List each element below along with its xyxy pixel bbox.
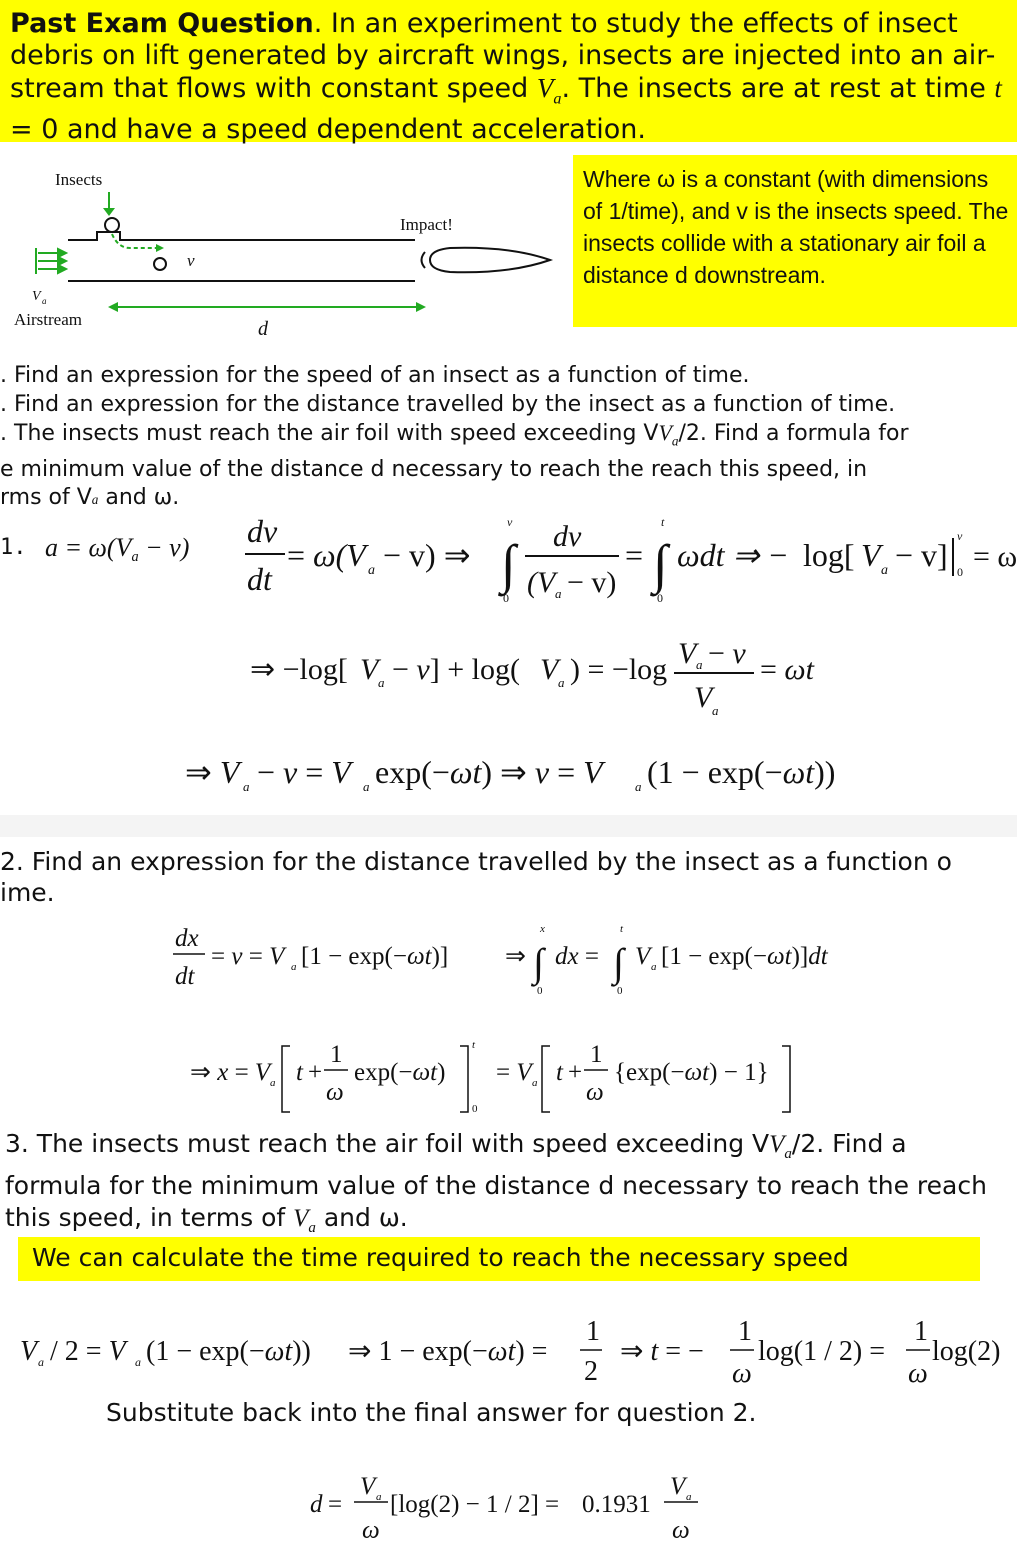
svg-text:V: V	[670, 1473, 686, 1500]
svg-text:a: a	[712, 703, 719, 718]
svg-text:a: a	[651, 961, 657, 973]
svg-text:+: +	[308, 1059, 323, 1086]
svg-text:[1 − exp(−ωt)]dt: [1 − exp(−ωt)]dt	[661, 943, 828, 970]
svg-text:⇒ t = −: ⇒ t = −	[620, 1336, 704, 1367]
svg-text:exp(−ωt): exp(−ωt)	[354, 1059, 446, 1086]
svg-text:− v) ⇒: − v) ⇒	[383, 537, 471, 573]
svg-text:∫: ∫	[533, 940, 544, 985]
question-3-line2: e minimum value of the distance d necessary to reach the reach this speed, in	[0, 456, 868, 482]
svg-text:dx =: dx =	[555, 943, 599, 970]
question-2: . Find an expression for the distance travelled by the insect as a function of time.	[0, 391, 896, 417]
svg-text:=: =	[287, 537, 306, 573]
svg-text:1: 1	[330, 1041, 343, 1068]
svg-text:= ωt: = ωt	[760, 653, 814, 686]
svg-text:t: t	[620, 923, 624, 935]
solution1-accel: $a = \omega(V_a - v)$	[45, 533, 190, 565]
svg-text:1: 1	[590, 1041, 603, 1068]
svg-text:⇒: ⇒	[505, 943, 526, 970]
svg-text:x: x	[540, 923, 545, 935]
insects-label: Insects	[55, 170, 103, 189]
svg-text:= v = V: = v = V	[211, 943, 285, 970]
svg-text:ω: ω	[672, 1517, 690, 1544]
svg-text:a: a	[558, 675, 565, 690]
svg-text:⇒ V: ⇒ V	[185, 754, 240, 790]
svg-text:0: 0	[657, 591, 663, 605]
v-label: v	[187, 251, 195, 270]
svg-text:∫: ∫	[613, 940, 624, 985]
svg-text:t: t	[661, 515, 665, 529]
va-label: V	[32, 289, 41, 304]
svg-text:1: 1	[738, 1316, 752, 1347]
substitute-text: Substitute back into the final answer for question 2.	[106, 1398, 757, 1427]
d-label: d	[258, 318, 268, 340]
solution1-eq1	[235, 510, 1017, 620]
svg-text:V: V	[861, 537, 881, 573]
svg-text:a: a	[555, 586, 562, 601]
svg-text:t: t	[296, 1059, 303, 1086]
svg-text:ω: ω	[326, 1079, 344, 1106]
svg-text:dt: dt	[247, 561, 272, 597]
svg-text:∫: ∫	[653, 534, 668, 594]
note-box	[573, 155, 1017, 327]
svg-text:ω: ω	[908, 1358, 928, 1389]
svg-text:− v: − v	[708, 637, 746, 670]
svg-text:⇒ 1 − exp(−ωt) =: ⇒ 1 − exp(−ωt) =	[348, 1336, 548, 1367]
svg-text:a: a	[635, 779, 642, 794]
svg-text:ω: ω	[586, 1079, 604, 1106]
solution3-eq1	[10, 1310, 1015, 1400]
result-value: 0.1931	[582, 1491, 651, 1518]
svg-text:= ω: = ω	[973, 540, 1017, 573]
svg-text:ω(V: ω(V	[313, 537, 366, 573]
svg-text:V: V	[360, 653, 379, 686]
svg-text:log[: log[	[803, 537, 855, 573]
svg-text:V: V	[678, 637, 697, 670]
svg-text:a: a	[378, 675, 385, 690]
svg-text:= V: = V	[496, 1059, 532, 1086]
svg-text:V: V	[540, 653, 559, 686]
svg-text:a: a	[696, 657, 703, 672]
svg-text:a: a	[686, 1491, 692, 1503]
solution2-eq1	[165, 920, 855, 1000]
svg-text:a: a	[363, 779, 370, 794]
svg-text:+: +	[568, 1059, 583, 1086]
final-result-eq	[310, 1468, 730, 1547]
svg-text:dv: dv	[553, 520, 582, 553]
svg-text:− v): − v)	[567, 566, 617, 599]
svg-text:− v]: − v]	[895, 537, 948, 573]
svg-text:2: 2	[584, 1356, 598, 1387]
svg-text:− v] + log(: − v] + log(	[392, 653, 520, 686]
svg-text:(1 − exp(−ωt)): (1 − exp(−ωt))	[146, 1336, 311, 1367]
svg-text:V: V	[694, 681, 713, 714]
question-1: . Find an expression for the speed of an insect as a function of time.	[0, 363, 750, 388]
svg-text:V: V	[635, 943, 651, 970]
svg-text:log(1 / 2) =: log(1 / 2) =	[758, 1336, 885, 1367]
svg-text:ω: ω	[362, 1517, 380, 1544]
svg-text:a: a	[135, 1355, 141, 1369]
svg-text:t: t	[556, 1059, 563, 1086]
svg-text:0: 0	[472, 1103, 478, 1115]
svg-text:⇒ x = V: ⇒ x = V	[190, 1059, 271, 1086]
section2-title: 2. Find an expression for the distance travelled by the insect as a function o ime.	[0, 847, 952, 907]
svg-text:a: a	[291, 961, 297, 973]
svg-text:⇒ −log[: ⇒ −log[	[250, 653, 348, 686]
svg-text:a: a	[368, 563, 375, 578]
svg-text:∫: ∫	[501, 534, 516, 594]
svg-text:v: v	[957, 529, 963, 543]
svg-text:a: a	[270, 1077, 276, 1089]
svg-text:a: a	[38, 1355, 44, 1369]
svg-text:a: a	[376, 1491, 382, 1503]
svg-text:(1 − exp(−ωt)): (1 − exp(−ωt))	[647, 754, 835, 790]
svg-text:dv: dv	[247, 513, 278, 549]
questions-list	[0, 362, 1017, 515]
svg-text:d: d	[310, 1491, 323, 1518]
solution1-eq3	[185, 745, 835, 805]
svg-text:) = −log: ) = −log	[570, 653, 668, 686]
svg-text:=: =	[328, 1491, 343, 1518]
svg-text:ω: ω	[732, 1358, 752, 1389]
solution1-eq2	[250, 635, 830, 725]
svg-text:0: 0	[503, 591, 509, 605]
svg-text:0: 0	[617, 985, 623, 997]
header-text: . In an experiment to study the effects of insect debris on lift generated by aircraft wings, insects are injected into an air-stream that flows with constant speed $V_a$. The insects are at rest at time t = 0 and have a speed dependent acceleration.	[10, 8, 1002, 146]
svg-text:a: a	[881, 563, 888, 578]
svg-text:1: 1	[914, 1316, 928, 1347]
svg-text:V: V	[360, 1473, 376, 1500]
svg-text:dx: dx	[175, 925, 199, 952]
svg-text:dt: dt	[175, 963, 195, 990]
question-header	[0, 0, 1017, 146]
note-text: Where ω is a constant (with dimensions of 1/time), and v is the insects speed. The insects collide with a stationary air foil a distance d downstream.	[583, 166, 1009, 288]
svg-text:a: a	[42, 296, 47, 306]
svg-text:{exp(−ωt) − 1}: {exp(−ωt) − 1}	[614, 1059, 769, 1086]
svg-text:t: t	[472, 1039, 476, 1051]
svg-text:V: V	[20, 1336, 38, 1367]
section-divider	[0, 815, 1017, 837]
svg-text:(V: (V	[527, 566, 556, 599]
svg-text:[log(2) − 1 / 2] =: [log(2) − 1 / 2] =	[390, 1491, 560, 1518]
svg-text:1: 1	[586, 1316, 600, 1347]
svg-text:a: a	[532, 1077, 538, 1089]
svg-text:a: a	[243, 779, 250, 794]
question-3: . The insects must reach the air foil with speed exceeding $VV_a/2$. Find a formula for	[0, 420, 909, 449]
airstream-label: Airstream	[14, 310, 82, 329]
time-highlight	[18, 1237, 980, 1281]
airfoil-icon	[430, 248, 550, 273]
question-3-line3: rms of Va and ω.	[0, 485, 180, 511]
svg-text:ωdt ⇒ −: ωdt ⇒ −	[677, 537, 789, 573]
svg-text:exp(−ωt) ⇒ v = V: exp(−ωt) ⇒ v = V	[375, 754, 603, 790]
svg-text:[1 − exp(−ωt)]: [1 − exp(−ωt)]	[301, 943, 449, 970]
header-bold: Past Exam Question	[10, 8, 314, 39]
airstream-arrows-icon	[36, 248, 66, 274]
svg-text:=: =	[625, 537, 644, 573]
svg-text:− v = V: − v = V	[257, 754, 351, 790]
svg-text:v: v	[507, 515, 513, 529]
experiment-diagram	[0, 160, 570, 350]
solution1-number: 1.	[0, 535, 27, 560]
svg-text:0: 0	[537, 985, 543, 997]
section3-text: 3. The insects must reach the air foil with speed exceeding $VV_a/2$. Find a formula for the minimum value of the distance d necessary to reach the reach this speed, in terms of $V_a$ and ω.	[5, 1129, 987, 1236]
svg-text:/ 2 = V: / 2 = V	[50, 1336, 126, 1367]
solution2-eq2	[190, 1028, 830, 1118]
impact-label: Impact!	[400, 215, 453, 234]
svg-text:0: 0	[957, 565, 963, 579]
time-highlight-text: We can calculate the time required to reach the necessary speed	[32, 1243, 849, 1272]
svg-text:log(2): log(2)	[932, 1336, 1001, 1367]
